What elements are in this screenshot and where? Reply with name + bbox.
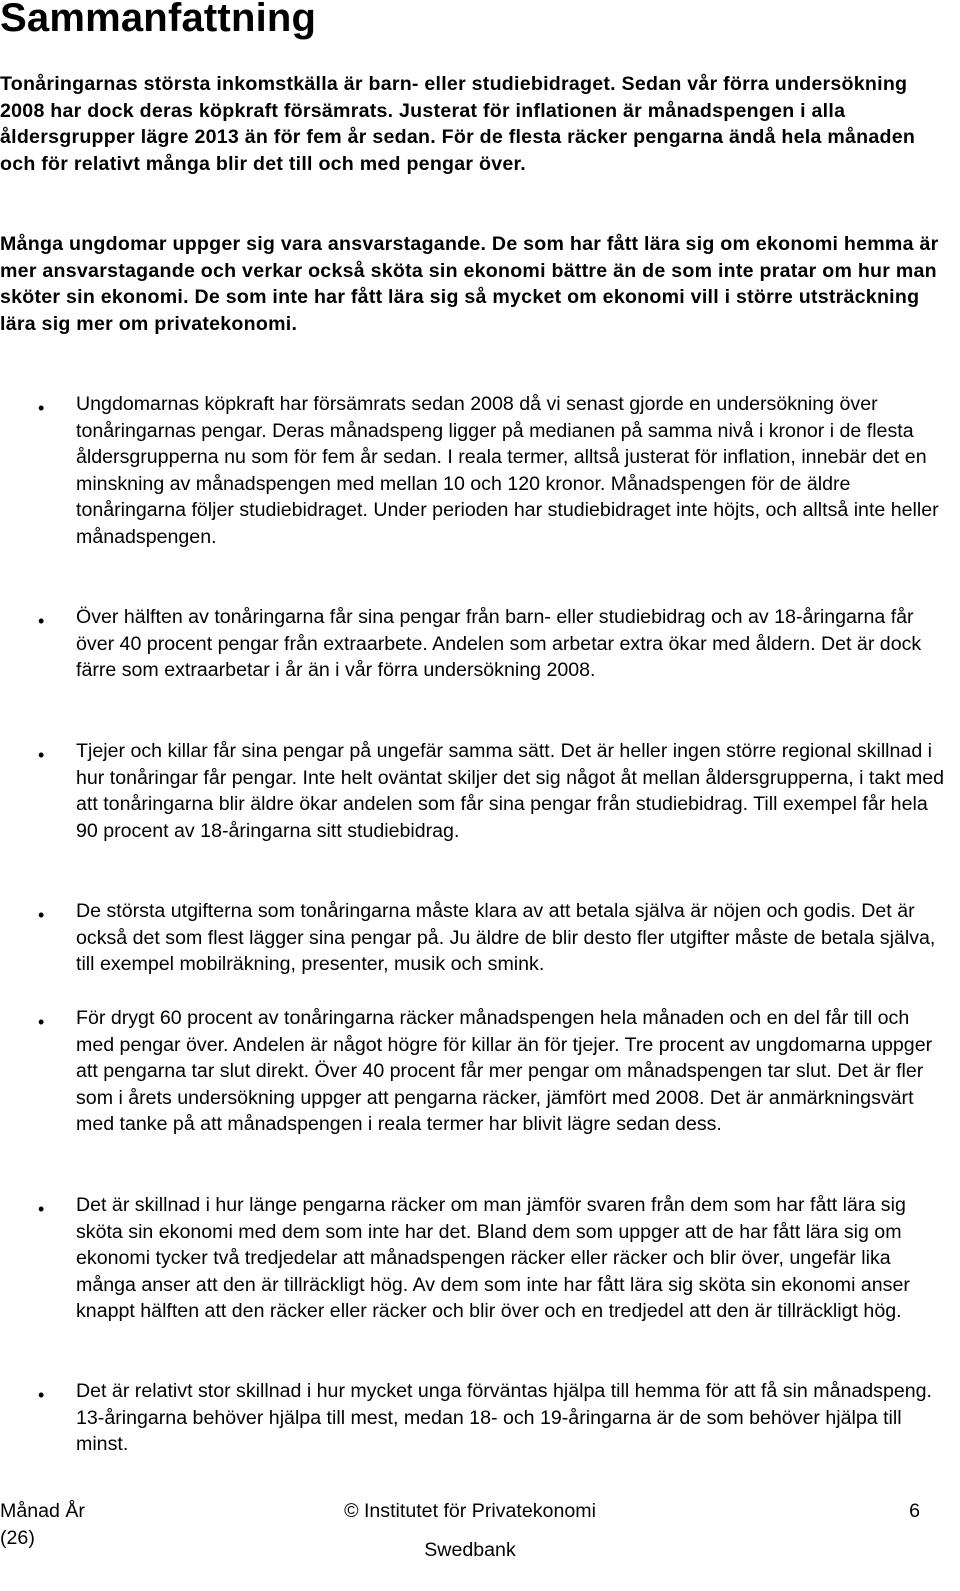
bullet-point-icon: • <box>38 1385 45 1405</box>
bullet-point-icon: • <box>38 905 45 925</box>
bullet-text: Ungdomarnas köpkraft har försämrats sedan 2008 då vi senast gjorde en undersökning över tonåringarnas pengar. Deras månadspeng ligger på medianen på samma nivå i kronor i de flesta åldersgrupperna nu som för fem år sedan. I reala termer, alltså justerat för inflation, innebär det en minskning av månadspengen med mellan 10 och 120 kronor. Månadspengen för de äldre tonåringarna följer studiebidraget. Under perioden har studiebidraget inte höjts, och alltså inte heller månadspengen. <box>76 393 939 548</box>
bullet-text: Det är relativt stor skillnad i hur mycket unga förväntas hjälpa till hemma för att få sin månadspeng. 13-åringarna behöver hjälpa till mest, medan 18- och 19-åringarna är de som behöver hjälpa till minst. <box>76 1380 932 1456</box>
bullet-point-icon: • <box>38 611 45 631</box>
bullet-point-icon: • <box>38 1012 45 1032</box>
bullet-text: Det är skillnad i hur länge pengarna räcker om man jämför svaren från dem som har fått lära sig sköta sin ekonomi med dem som inte har det. Bland dem som uppger att de har fått lära sig om ekonomi tycker två tredjedelar att månadspengen räcker eller räcker och blir över, ungefär lika många anser att den är tillräckligt hög. Av dem som inte har fått lära sig sköta sin ekonomi anser knappt hälften att den räcker eller räcker och blir över och en tredjedel att den är tillräckligt hög. <box>76 1194 910 1323</box>
page-title: Sammanfattning <box>0 0 317 40</box>
footer-month-year: Månad År <box>0 1500 85 1522</box>
footer-copyright-text: © Institutet för Privatekonomi <box>344 1500 596 1522</box>
bullet-point-icon: • <box>38 1199 45 1219</box>
summary-lead-paragraph: Många ungdomar uppger sig vara ansvarstagande. De som har fått lära sig om ekonomi hemma är mer ansvarstagande och verkar också sköta sin ekonomi bättre än de som inte pratar om hur man sköter sin ekonomi. De som inte har fått lära sig så mycket om ekonomi vill i större utsträckning lära sig mer om privatekonomi. <box>0 233 939 335</box>
footer-organization: Swedbank <box>424 1538 516 1561</box>
page-footer <box>0 1498 960 1591</box>
footer-copyright <box>300 1498 640 1563</box>
page-number: 6 <box>909 1500 920 1522</box>
bullet-text: De största utgifterna som tonåringarna måste klara av att betala själva är nöjen och godis. Det är också det som flest lägger sina pengar på. Ju äldre de blir desto fler utgifter måste de betala själva, till exempel mobilräkning, presenter, musik och smink. <box>76 900 936 976</box>
bullet-text: Tjejer och killar får sina pengar på ungefär samma sätt. Det är heller ingen större regional skillnad i hur tonåringar får pengar. Inte helt oväntat skiljer det sig något åt mellan åldersgrupperna, i takt med att tonåringarna blir äldre ökar andelen som får sina pengar från studiebidrag. Till exempel får hela 90 procent av 18-åringarna sitt studiebidrag. <box>76 740 945 842</box>
summary-lead-paragraph: Tonåringarnas största inkomstkälla är barn- eller studiebidraget. Sedan vår förra undersökning 2008 har dock deras köpkraft försämrats. Justerat för inflationen är månadspengen i alla åldersgrupper lägre 2013 än för fem år sedan. För de flesta räcker pengarna ändå hela månaden och för relativt många blir det till och med pengar över. <box>0 73 916 175</box>
bullet-point-icon: • <box>38 745 45 765</box>
bullet-text: För drygt 60 procent av tonåringarna räcker månadspengen hela månaden och en del får till och med pengar över. Andelen är något högre för killar än för tjejer. Tre procent av ungdomarna uppger att pengarna tar slut direkt. Över 40 procent får mer pengar om månadspengen tar slut. Det är fler som i årets undersökning uppger att pengarna räcker, jämfört med 2008. Det är anmärkningsvärt med tanke på att månadspengen i reala termer har blivit lägre sedan dess. <box>76 1007 933 1136</box>
footer-date-label <box>0 1498 120 1551</box>
bullet-text: Över hälften av tonåringarna får sina pengar från barn- eller studiebidrag och av 18-åringarna får över 40 procent pengar från extraarbete. Andelen som arbetar extra ökar med åldern. Det är dock färre som extraarbetar i år än i vår förra undersökning 2008. <box>76 606 922 682</box>
bullet-point-icon: • <box>38 398 45 418</box>
footer-page-total: (26) <box>0 1526 35 1549</box>
